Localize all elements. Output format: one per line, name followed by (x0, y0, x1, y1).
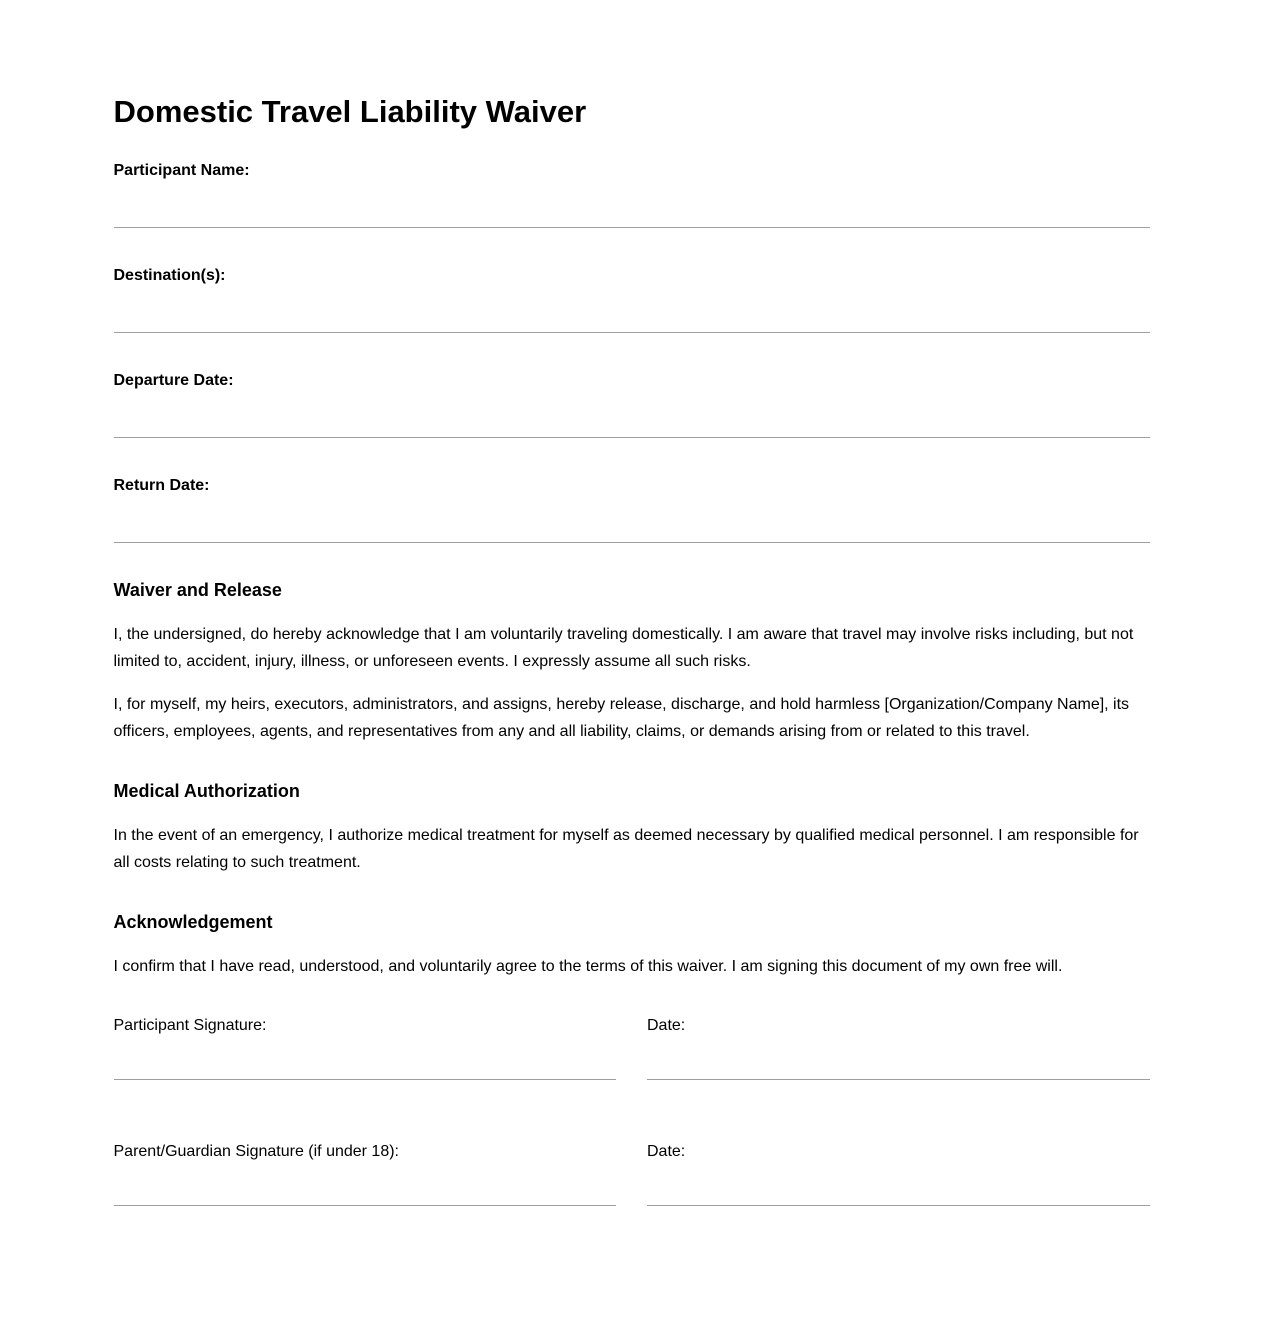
participant-signature-label: Participant Signature: (113, 1017, 267, 1034)
field-destinations (114, 265, 1150, 333)
destinations-label: Destination(s): (113, 267, 226, 284)
destinations-input[interactable] (114, 287, 1150, 333)
participant-date-input[interactable] (647, 1037, 1150, 1080)
return-date-label: Return Date: (113, 477, 210, 494)
medical-authorization-paragraph: In the event of an emergency, I authorize medical treatment for myself as deemed necessary by qualified medical personnel. I am responsible for all costs relating to such treatment. (113, 827, 1139, 871)
return-date-input[interactable] (114, 497, 1150, 543)
guardian-signature-cell (114, 1141, 617, 1206)
signature-row-guardian (114, 1141, 1150, 1206)
section-heading-acknowledgement: Acknowledgement (113, 912, 273, 932)
participant-signature-cell (114, 1015, 617, 1080)
guardian-date-cell (647, 1141, 1150, 1206)
guardian-date-input[interactable] (647, 1163, 1150, 1206)
guardian-signature-label: Parent/Guardian Signature (if under 18): (113, 1143, 399, 1160)
section-heading-medical-authorization: Medical Authorization (113, 781, 300, 801)
participant-name-input[interactable] (114, 182, 1150, 228)
participant-name-label: Participant Name: (113, 162, 250, 179)
departure-date-input[interactable] (114, 392, 1150, 438)
field-departure-date (114, 370, 1150, 438)
guardian-signature-input[interactable] (114, 1163, 617, 1206)
participant-signature-input[interactable] (114, 1037, 617, 1080)
field-participant-name (114, 160, 1150, 228)
waiver-document (114, 0, 1150, 1324)
acknowledgement-paragraph: I confirm that I have read, understood, and voluntarily agree to the terms of this waiver. I am signing this document of my own free will. (113, 958, 1063, 975)
departure-date-label: Departure Date: (113, 372, 234, 389)
document-title: Domestic Travel Liability Waiver (113, 94, 587, 129)
signature-row-participant (114, 1015, 1150, 1080)
section-heading-waiver-and-release: Waiver and Release (113, 580, 282, 600)
waiver-paragraph-1: I, the undersigned, do hereby acknowledge that I am voluntarily traveling domestically. I am aware that travel may involve risks including, but not limited to, accident, injury, illness, or unforeseen events. I expressly assume all such risks. (113, 626, 1134, 670)
participant-date-cell (647, 1015, 1150, 1080)
field-return-date (114, 475, 1150, 543)
guardian-date-label: Date: (647, 1143, 686, 1160)
waiver-paragraph-2: I, for myself, my heirs, executors, administrators, and assigns, hereby release, discharge, and hold harmless [Organization/Company Name], its officers, employees, agents, and representatives from any and all liability, claims, or demands arising from or related to this travel. (113, 696, 1130, 740)
participant-date-label: Date: (647, 1017, 686, 1034)
